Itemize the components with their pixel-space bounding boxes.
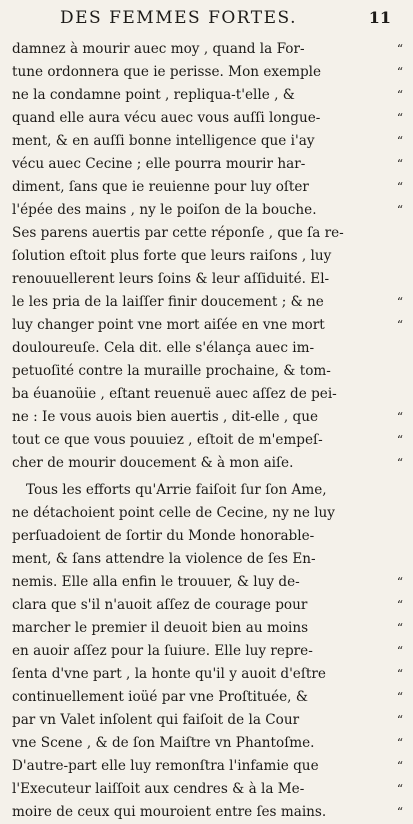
text-line [12, 571, 403, 594]
text-line [12, 732, 403, 755]
page-number: 11 [368, 8, 391, 27]
text-line [12, 268, 403, 291]
text-line [12, 617, 403, 640]
text-line [12, 778, 403, 801]
marginal-quote-mark: “ [396, 88, 403, 102]
text-line [12, 383, 403, 406]
marginal-quote-mark: “ [396, 65, 403, 79]
text-line [12, 663, 403, 686]
text-line [12, 176, 403, 199]
line-text: quand elle aura vécu auec vous auſſi longue- [12, 110, 321, 126]
line-text: en auoir aſſez pour la ſuiure. Elle luy repre- [12, 643, 313, 659]
line-text: Ses parens auertis par cette réponſe , que ſa re- [12, 225, 344, 241]
body-text [12, 38, 403, 824]
text-line [12, 153, 403, 176]
line-text: renouuellerent leurs ſoins & leur aſſiduité. El- [12, 271, 330, 287]
line-text: l'épée des mains , ny le poiſon de la bouche. [12, 202, 317, 218]
marginal-quote-mark: “ [396, 621, 403, 635]
line-text: continuellement ioüé par vne Proſtituée, & [12, 689, 308, 705]
line-text: ba éuanoüie , eſtant reuenuë auec aſſez de pei- [12, 386, 337, 402]
line-text: tout ce que vous pouuiez , eſtoit de m'empeſ- [12, 432, 323, 448]
text-line [12, 314, 403, 337]
line-text: marcher le premier il deuoit bien au moins [12, 620, 309, 636]
line-text: le les pria de la laiſſer finir doucement ; & ne [12, 294, 324, 310]
marginal-quote-mark: “ [396, 713, 403, 727]
text-line [12, 548, 403, 571]
running-head: DES FEMMES FORTES. [60, 8, 297, 28]
marginal-quote-mark: “ [396, 295, 403, 309]
marginal-quote-mark: “ [396, 134, 403, 148]
line-text: tune ordonnera que ie perisse. Mon exemple [12, 64, 322, 80]
line-text: douloureuſe. Cela dit. elle s'élança auec im- [12, 340, 315, 356]
text-line [12, 222, 403, 245]
text-line [12, 525, 403, 548]
line-text: cher de mourir doucement & à mon aiſe. [12, 455, 294, 471]
text-line [12, 594, 403, 617]
text-line [12, 291, 403, 314]
line-text: ſenta d'vne part , la honte qu'il y auoit d'eſtre [12, 666, 326, 682]
marginal-quote-mark: “ [396, 157, 403, 171]
line-text: nemis. Elle alla enfin le trouuer, & luy de- [12, 574, 300, 590]
line-text: ment, & ſans attendre la violence de ſes En- [12, 551, 316, 567]
line-text: diment, ſans que ie reuienne pour luy oſter [12, 179, 309, 195]
marginal-quote-mark: “ [396, 111, 403, 125]
marginal-quote-mark: “ [396, 410, 403, 424]
marginal-quote-mark: “ [396, 203, 403, 217]
text-line [12, 199, 403, 222]
line-text: ment, & en auſſi bonne intelligence que i'ay [12, 133, 315, 149]
line-text: par vn Valet inſolent qui faiſoit de la Cour [12, 712, 300, 728]
page-header [12, 8, 403, 36]
line-text: D'autre-part elle luy remonſtra l'infamie que [12, 758, 319, 774]
marginal-quote-mark: “ [396, 180, 403, 194]
text-line [12, 640, 403, 663]
text-line [12, 429, 403, 452]
line-text: luy changer point vne mort aiſée en vne mort [12, 317, 325, 333]
line-text: ſolution eſtoit plus forte que leurs raiſons , luy [12, 248, 332, 264]
line-text: l'Executeur laiſſoit aux cendres & à la Me- [12, 781, 305, 797]
marginal-quote-mark: “ [396, 736, 403, 750]
text-line [12, 502, 403, 525]
line-text: petuoſité contre la muraille prochaine, & tom- [12, 363, 331, 379]
marginal-quote-mark: “ [396, 690, 403, 704]
text-line [12, 61, 403, 84]
text-line [12, 479, 403, 502]
text-line [12, 686, 403, 709]
text-line [12, 38, 403, 61]
marginal-quote-mark: “ [396, 805, 403, 819]
marginal-quote-mark: “ [396, 759, 403, 773]
line-text: clara que s'il n'auoit aſſez de courage pour [12, 597, 308, 613]
line-text: moire de ceux qui mouroient entre ſes mains. [12, 804, 327, 820]
line-text: ne la condamne point , repliqua-t'elle , & [12, 87, 295, 103]
marginal-quote-mark: “ [396, 456, 403, 470]
text-line [12, 801, 403, 824]
text-line [12, 755, 403, 778]
text-line [12, 406, 403, 429]
text-line [12, 130, 403, 153]
text-line [12, 245, 403, 268]
marginal-quote-mark: “ [396, 318, 403, 332]
line-text: vne Scene , & de ſon Maiſtre vn Phantoſme. [12, 735, 315, 751]
line-text: damnez à mourir auec moy , quand la For- [12, 41, 305, 57]
text-line [12, 360, 403, 383]
text-line [12, 709, 403, 732]
line-text: ne détachoient point celle de Cecine, ny ne luy [12, 505, 335, 521]
text-line [12, 84, 403, 107]
line-text: vécu auec Cecine ; elle pourra mourir har- [12, 156, 306, 172]
line-text: perſuadoient de ſortir du Monde honorable- [12, 528, 315, 544]
line-text: ne : Ie vous auois bien auertis , dit-elle , que [12, 409, 319, 425]
marginal-quote-mark: “ [396, 667, 403, 681]
marginal-quote-mark: “ [396, 575, 403, 589]
marginal-quote-mark: “ [396, 433, 403, 447]
line-text: Tous les efforts qu'Arrie faiſoit ſur ſon Ame, [26, 482, 327, 498]
text-line [12, 452, 403, 475]
marginal-quote-mark: “ [396, 598, 403, 612]
text-line [12, 337, 403, 360]
marginal-quote-mark: “ [396, 42, 403, 56]
text-line [12, 107, 403, 130]
marginal-quote-mark: “ [396, 782, 403, 796]
marginal-quote-mark: “ [396, 644, 403, 658]
